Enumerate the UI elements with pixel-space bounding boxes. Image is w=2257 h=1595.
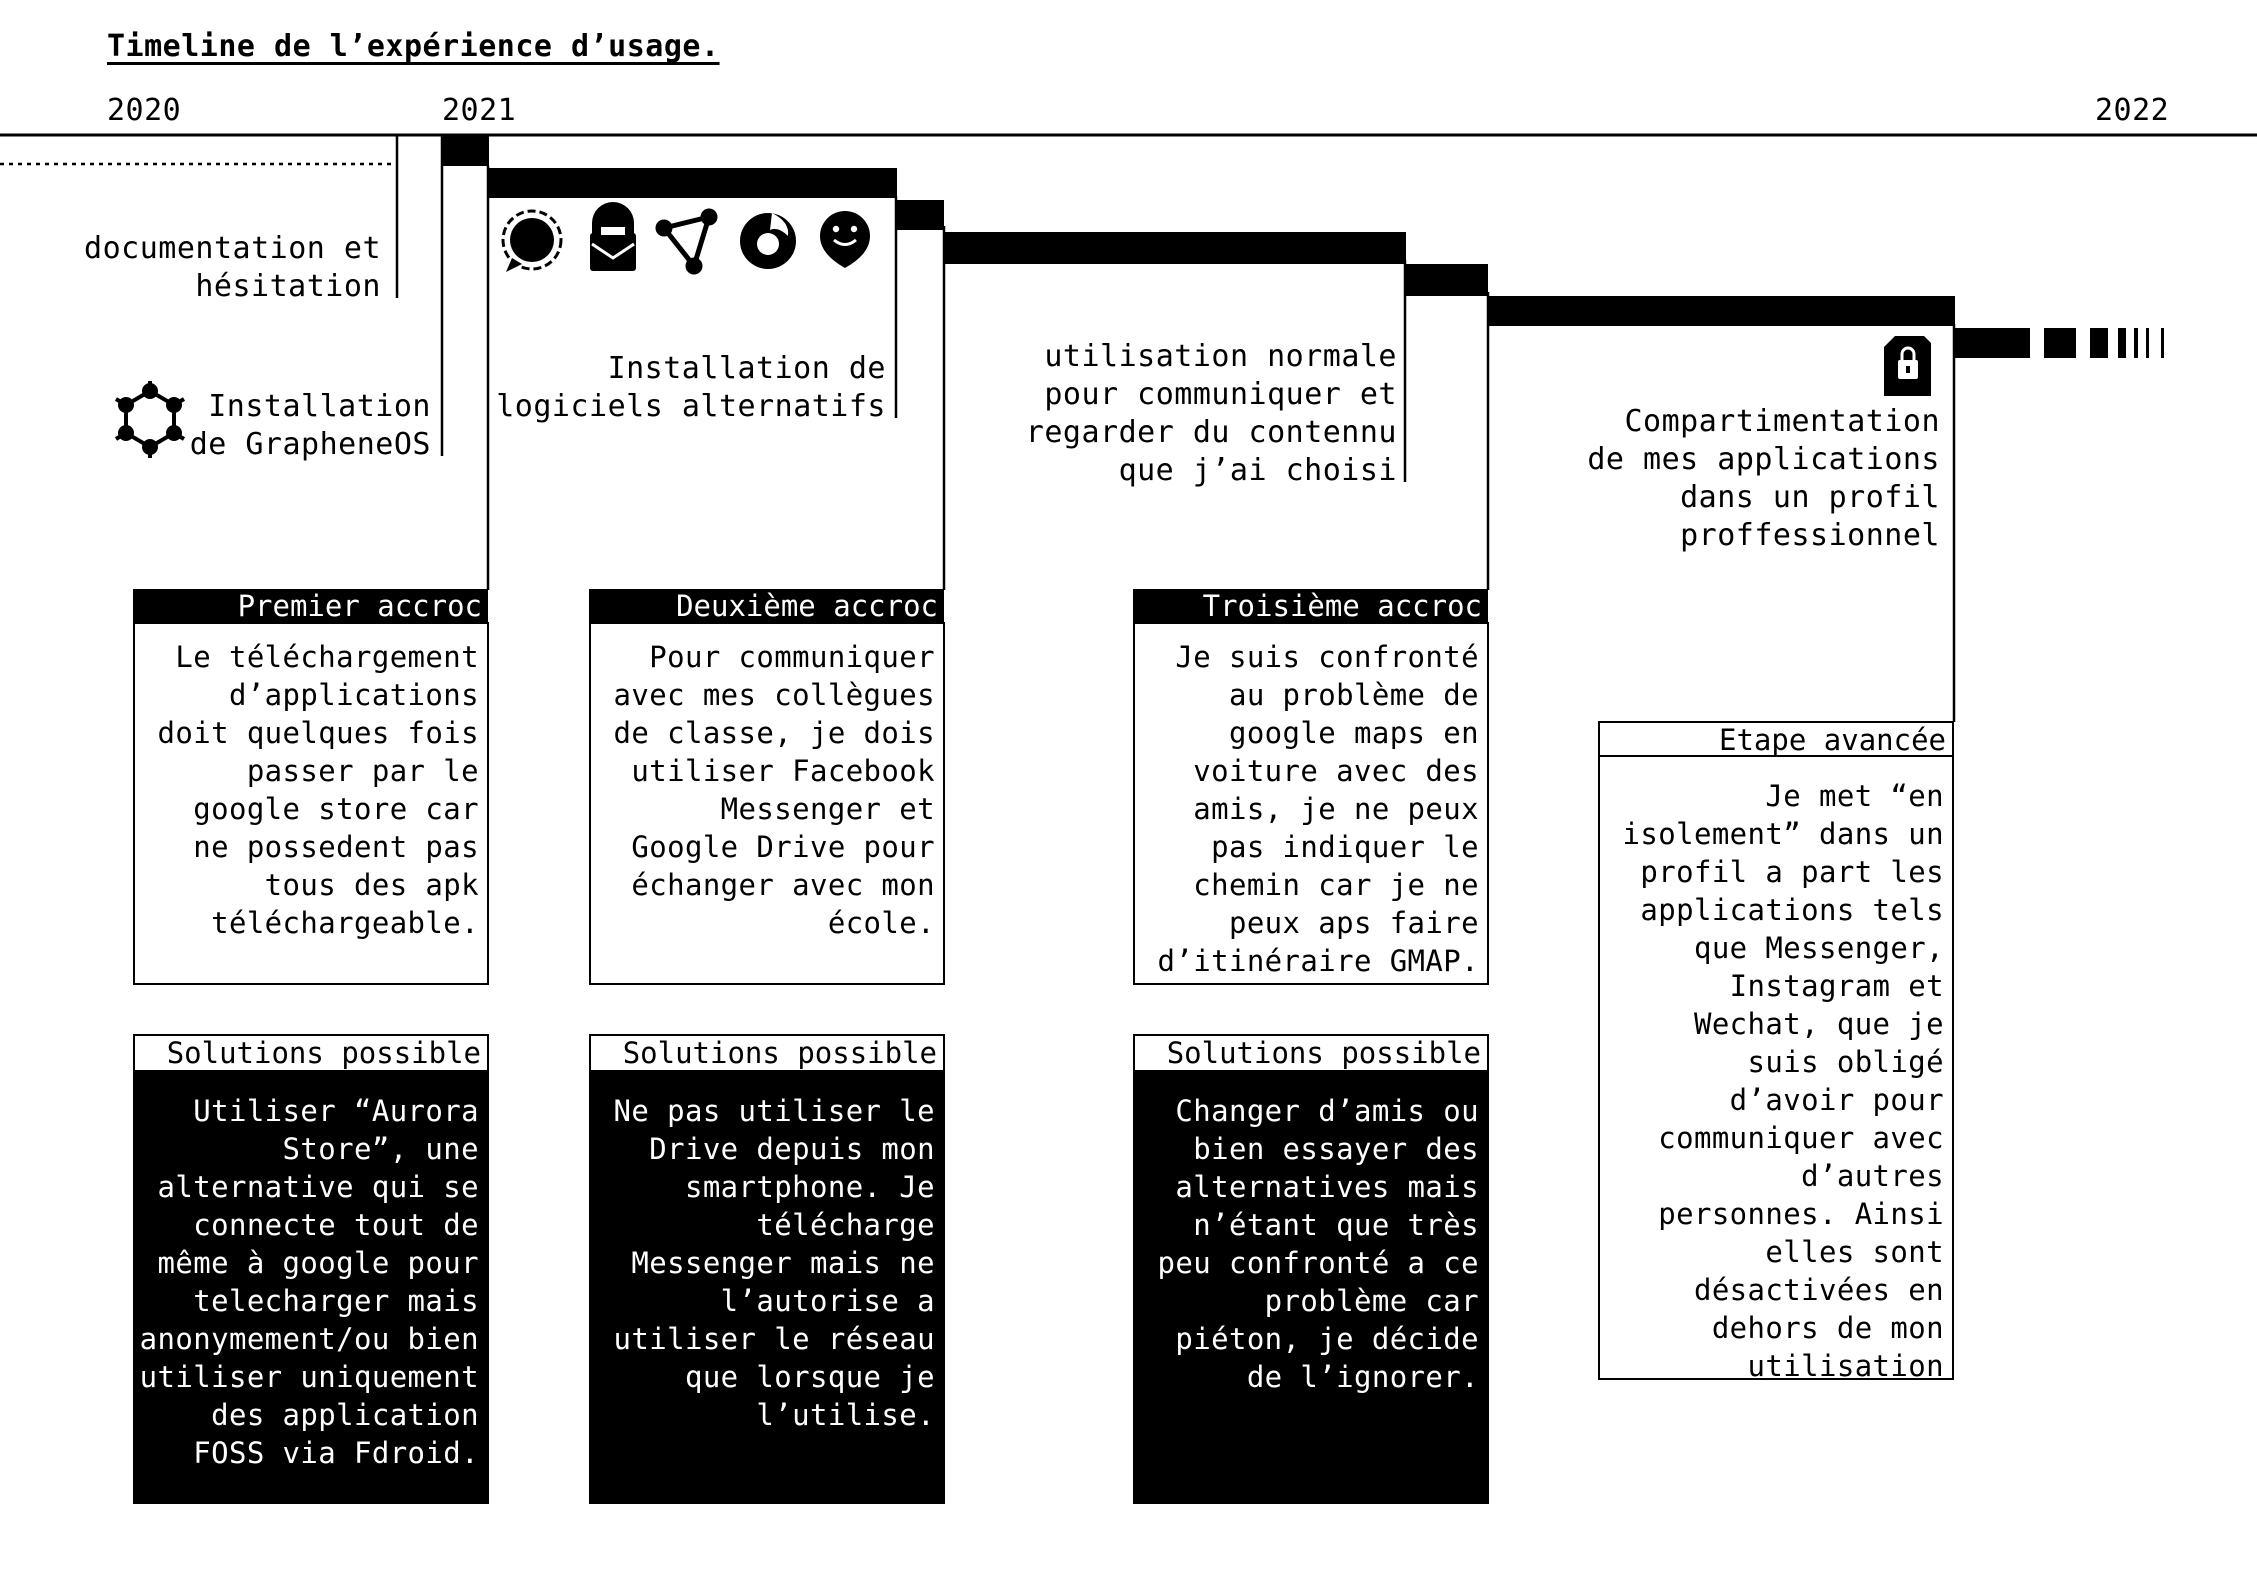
step-block-5 (1406, 264, 1488, 296)
card-3-problem (1133, 622, 1489, 985)
fade-dash (2146, 328, 2149, 358)
card-2-solution (589, 1034, 945, 1504)
card-3-solution-text: Changer d’amis ou bien essayer des alternatives mais n’étant que très peu confronté a ce problème car piéton, je décide de l’ignorer. (1157, 1094, 1479, 1394)
grapheneos-icon (116, 381, 184, 458)
advanced-step-text: Je met “en isolement” dans un profil a part les applications tels que Messenger, Instagram et Wechat, que je suis obligé d’avoir pour communiquer avec d’autres personnes. Ainsi elles sont désactivées en dehors de mon utilisation (1622, 779, 1944, 1383)
fade-dash (2134, 328, 2138, 358)
card-3-solution (1133, 1034, 1489, 1504)
event-compartment: Compartimentation de mes applications dans un profil proffessionnel (1587, 404, 1940, 553)
card-2-problem (589, 622, 945, 985)
card-2-solution-text: Ne pas utiliser le Drive depuis mon smartphone. Je télécharge Messenger mais ne l’autorise a utiliser le réseau que lorsque je l’utilise. (613, 1094, 935, 1432)
fade-dash (2118, 328, 2126, 358)
advanced-step-box (1598, 721, 1954, 1383)
maps-pin-icon (820, 211, 870, 268)
year-2020: 2020 (107, 93, 182, 128)
card-2-heading: Deuxième accroc (589, 589, 944, 623)
step-block-6 (1488, 296, 1955, 326)
signal-icon (503, 211, 561, 272)
step-block-3 (897, 200, 944, 230)
page-title: Timeline de l’expérience d’usage. (107, 29, 720, 64)
firefox-icon (740, 213, 796, 269)
advanced-step-heading: Etape avancée (1600, 723, 1952, 757)
year-2021: 2021 (442, 93, 517, 128)
fdroid-icon (658, 211, 715, 272)
fade-dash (2090, 328, 2108, 358)
card-1-solution-text: Utiliser “Aurora Store”, une alternative qui se connecte tout de même à google pour telecharger mais anonymement/ou bien utiliser uniquement des application FOSS via Fdroid. (139, 1094, 479, 1470)
event-normal-use: utilisation normale pour communiquer et regarder du contennu que j’ai choisi (1025, 339, 1397, 488)
card-3-solution-heading: Solutions possible (1135, 1036, 1487, 1070)
card-2-solution-heading: Solutions possible (591, 1036, 943, 1070)
event-documentation: documentation et hésitation (84, 231, 381, 304)
fade-dash (1955, 328, 2030, 358)
card-1-problem-text: Le téléchargement d’applications doit quelques fois passer par le google store car ne possedent pas tous des apk téléchargeable. (157, 640, 479, 940)
step-block-2 (489, 168, 897, 198)
step-block-1 (442, 136, 489, 166)
protonmail-icon (590, 202, 636, 271)
event-alt-software: Installation de logiciels alternatifs (496, 351, 886, 424)
year-2022: 2022 (2095, 93, 2170, 128)
card-1-solution (133, 1034, 489, 1504)
fade-dash (2044, 328, 2076, 358)
card-1-problem (133, 622, 489, 985)
card-3-problem-text: Je suis confronté au problème de google maps en voiture avec des amis, je ne peux pas indiquer le chemin car je ne peux aps faire d’itinéraire GMAP. (1157, 640, 1479, 978)
event-graphene-install: Installation de GrapheneOS (189, 389, 431, 462)
card-1-heading: Premier accroc (133, 589, 488, 623)
card-3-heading: Troisième accroc (1133, 589, 1488, 623)
card-2-problem-text: Pour communiquer avec mes collègues de classe, je dois utiliser Facebook Messenger et Google Drive pour échanger avec mon école. (613, 640, 935, 940)
step-block-4 (944, 232, 1406, 264)
fade-dash (2161, 328, 2164, 358)
lock-document-icon (1884, 336, 1931, 396)
card-1-solution-heading: Solutions possible (135, 1036, 487, 1070)
